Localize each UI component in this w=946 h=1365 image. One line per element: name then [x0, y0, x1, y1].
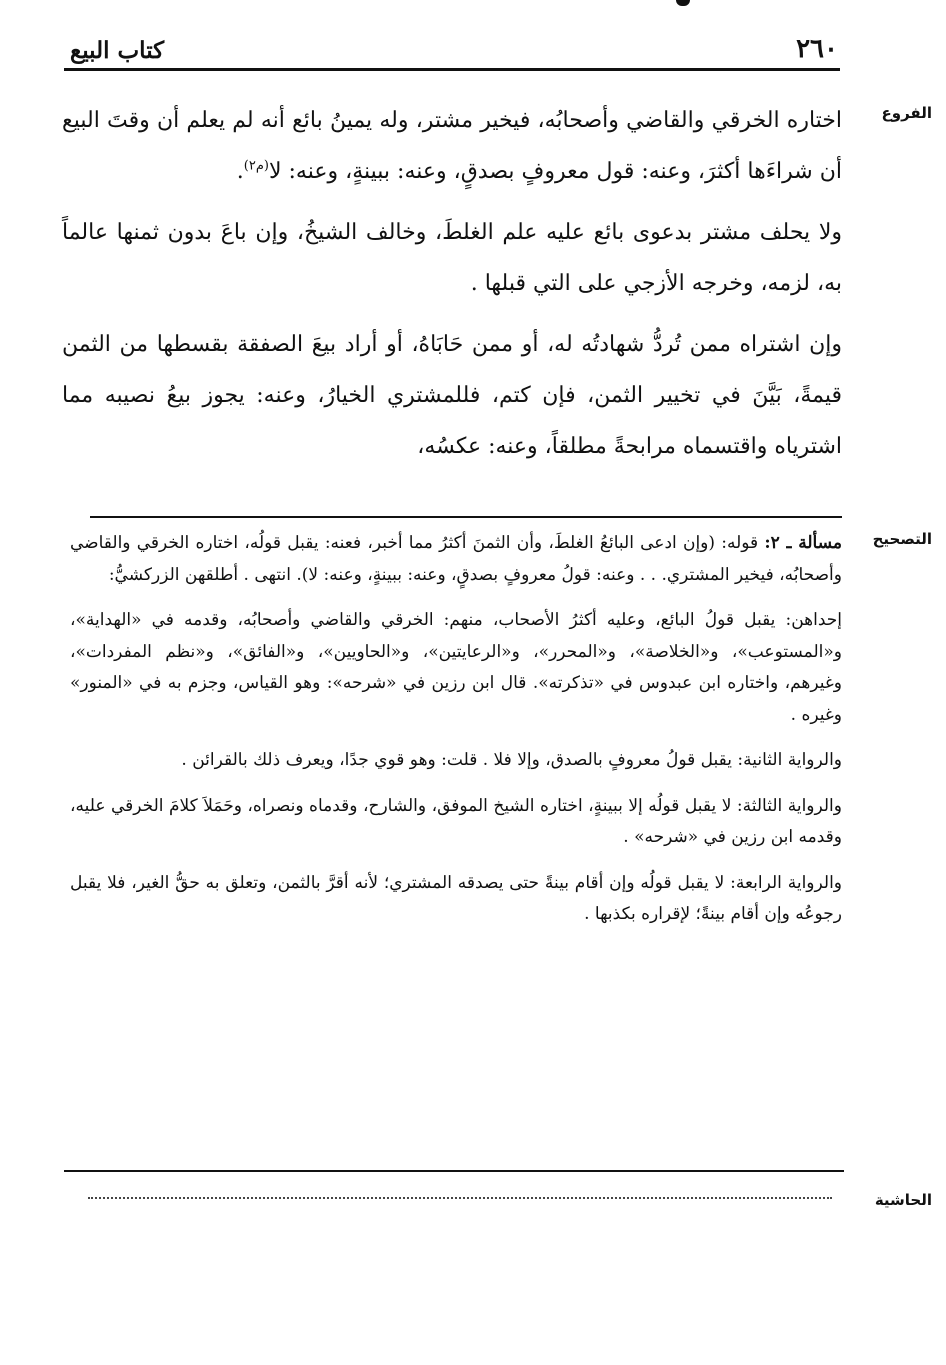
hashiya-dotted-line: [88, 1197, 832, 1199]
page-header: [70, 28, 838, 64]
tashih-paragraph-5: والرواية الرابعة: لا يقبل قولُه وإن أقام بينةً حتى يصدقه المشتري؛ لأنه أقرَّ بالثمن، وتعلق به حقُّ الغير، فلا يقبل رجوعُه وإن أقام بينةً؛ لإقراره بكذبها .: [70, 872, 842, 924]
tashih-paragraph-2: إحداهن: يقبل قولُ البائع، وعليه أكثرُ الأصحاب، منهم: الخرقي والقاضي وأصحابُه، وقدمه في «الهداية»، و«المستوعب»، و«الخلاصة»، و«المحرر»، و«الرعايتين»، و«الحاويين»، و«الفائق»، و«نظم المفردات»، وغيرهم، واختاره ابن عبدوس في «تذكرته». قال ابن رزين في «شرحه»: وهو القياس، وجزم به في «المنور» وغيره .: [70, 610, 842, 725]
tashih-paragraph-1: [70, 528, 842, 591]
tashih-paragraph-3: والرواية الثانية: يقبل قولُ معروفٍ بالصدق، وإلا فلا . قلت: وهو قوي جدًا، ويعرف ذلك بالقرائن .: [181, 750, 842, 770]
running-title: كتاب البيع: [70, 37, 165, 64]
tashih-paragraph-4: والرواية الثالثة: لا يقبل قولُه إلا ببينةٍ، اختاره الشيخ الموفق، والشارح، وقدماه ونصراه، وحَمَلاَ كلامَ الخرقي عليه، وقدمه ابن رزين في «شرحه» .: [70, 795, 842, 847]
furu-paragraph-3: وإن اشتراه ممن تُردُّ شهادتُه له، أو ممن حَابَاهُ، أو أراد بيعَ الصفقة بقسطها من الثمن قيمةً، بَيَّنَ في تخيير الثمن، فإن كتم، فللمشتري الخيارُ، وعنه: يجوز بيعُ نصيبه مما اشترياه واقتسماه مرابحةً مطلقاً، وعنه: عكسُه،: [62, 332, 842, 459]
tashih-text-block: [70, 528, 842, 945]
furu-paragraph-1-text: اختاره الخرقي والقاضي وأصحابُه، فيخير مشتر، وله يمينُ بائع أنه لم يعلم أن وقتَ البيع أن شراءَها أكثرَ، وعنه: قول معروفٍ بصدقٍ، وعنه: ببينةٍ، وعنه: لا: [62, 108, 842, 184]
header-rule: [64, 68, 840, 71]
tashih-separator: [90, 516, 842, 518]
hashiya-label: الحاشية: [874, 1191, 932, 1209]
furu-paragraph-2: ولا يحلف مشتر بدعوى بائع عليه علم الغلطَ، وخالف الشيخُ، وإن باعَ بدون ثمنها عالماً به، لزمه، وخرجه الأزجي على التي قبلها .: [62, 220, 842, 296]
masala-heading: مسألة ـ ٢:: [764, 533, 843, 553]
tashih-paragraph-1-text: قوله: (وإن ادعى البائعُ الغلطَ، وأن الثمنَ أكثرُ مما أخبر، فعنه: يقبل قولُه، اختاره الخرقي والقاضي وأصحابُه، فيخير المشتري. . . وعنه: قولُ معروفٍ بصدقٍ، وعنه: ببينةٍ، وعنه: لا). انتهى . أطلقهن الزركشيُّ:: [70, 533, 842, 585]
tashih-label: التصحيح: [872, 530, 932, 548]
furu-paragraph-1: [62, 95, 842, 197]
furu-label: الفروع: [881, 104, 932, 122]
page-number: ٢٦٠: [796, 34, 838, 64]
footer-separator: [64, 1170, 844, 1172]
furu-text-block: [62, 95, 842, 482]
page-corner-mark: [676, 0, 690, 6]
footnote-reference: (م٢): [243, 158, 269, 174]
furu-paragraph-1-end: .: [236, 159, 244, 184]
